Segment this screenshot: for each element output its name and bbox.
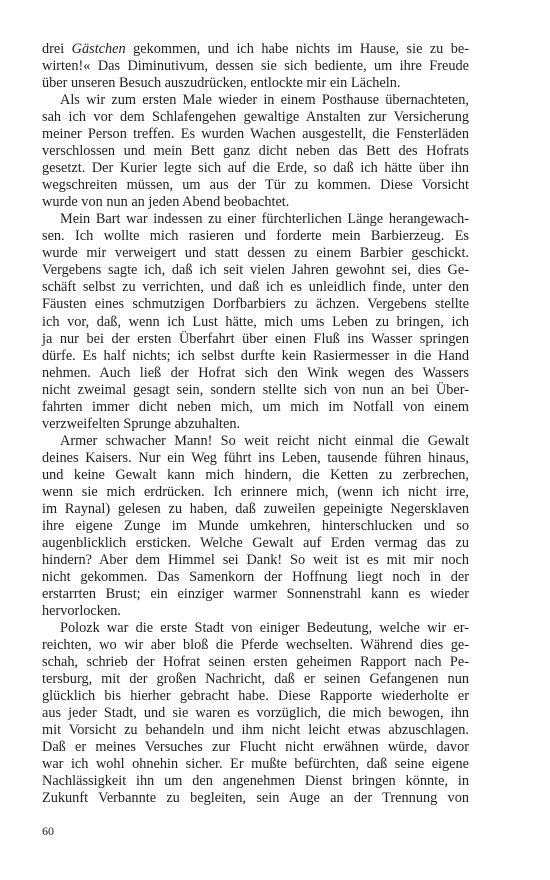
text-line: ja nur bei der ersten Überfahrt über einen Fluß ins Wasser springen [42, 330, 469, 347]
text-line: erstarrten Brust; ein einziger warmer Sonnenstrahl kann es wieder [42, 586, 469, 602]
text-line: nicht gekommen. Das Samenkorn der Hoffnung liegt noch in der [42, 568, 469, 585]
text-line: dürfe. Es half nichts; ich selbst durfte kein Rasiermesser in die Hand [42, 347, 469, 364]
text-line: Mein Bart war indessen zu einer fürchterlichen Länge herangewach- [60, 211, 469, 228]
body-text [42, 41, 469, 807]
text-line: wenn sie mich erdrücken. Ich erinnere mich, (wenn ich nicht irre, [42, 483, 469, 500]
text-line: nehmen. Auch ließ der Hofrat sich den Wink wegen des Wassers [42, 364, 469, 381]
text-line: wurde mir verweigert und statt dessen zu einem Barbier geschickt. [42, 245, 469, 262]
text-line: im Raynal) gelesen zu haben, daß zuweilen gepeinigte Negersklaven [42, 500, 469, 517]
text-line: Fäusten eines schmutzigen Dorfbarbiers zu ächzen. Vergebens stellte [42, 296, 469, 313]
text-line: war ich wohl ohnehin sicher. Er mußte befürchten, daß seine eigene [42, 756, 469, 773]
page-number: 60 [42, 824, 54, 838]
text-line: Armer schwacher Mann! So weit reicht nicht einmal die Gewalt [60, 432, 469, 449]
paragraph [42, 92, 469, 211]
text-line: und keine Gewalt kann mich hindern, die Ketten zu zerbrechen, [42, 466, 469, 483]
text-line: ich vor, daß, wenn ich Lust hätte, mich ums Leben zu bringen, ich [42, 313, 469, 330]
text-line: aus jeder Stadt, und sie waren es vorzüglich, die mich bewogen, ihn [42, 705, 469, 722]
text-line: Nachlässigkeit ihn um den angenehmen Dienst bringen könnte, in [42, 773, 469, 790]
text-line: verschlossen und mein Bett ganz dicht neben das Bett des Hofrats [42, 143, 469, 160]
text-line: Daß er meines Versuches zur Flucht nicht erwähnen würde, davor [42, 739, 469, 756]
paragraph [42, 433, 469, 620]
text-line: sah ich vor dem Schlafengehen gewaltige Anstalten zur Versicherung [42, 109, 469, 126]
text-line: ihre eigene Zunge im Munde umkehren, hinterschlucken und so [42, 517, 469, 534]
text-line: deines Kaisers. Nur ein Weg führt ins Leben, tausende führen hinaus, [42, 449, 469, 466]
text-line: wurde von nun an jeden Abend beobachtet. [42, 194, 290, 211]
text-line: tersburg, mit der großen Nachricht, daß er seinen Gefangenen nun [42, 671, 469, 688]
paragraph [42, 620, 469, 807]
paragraph [42, 41, 469, 92]
text-line: gesetzt. Der Kurier legte sich auf die Erde, so daß ich hätte über ihn [42, 160, 469, 177]
text-line: Vergebens sagte ich, daß ich seit vielen Jahren gewohnt sei, dies Ge- [42, 262, 469, 279]
text-line: wegschreiten müssen, um aus der Tür zu kommen. Diese Vorsicht [42, 177, 469, 194]
text-line: schah, schrieb der Hofrat seinen ersten geheimen Rapport nach Pe- [42, 654, 469, 671]
text-line: nicht zweimal gesagt sein, sondern stellte sich von nun an bei Über- [42, 381, 469, 398]
text-line: drei Gästchen gekommen, und ich habe nichts im Hause, sie zu be- [42, 41, 469, 57]
text-line: Als wir zum ersten Male wieder in einem Posthause übernachteten, [60, 92, 469, 109]
text-line: fahrten immer dicht neben mich, um mich im Notfall von einem [42, 398, 469, 415]
text-line: augenblicklich ersticken. Welche Gewalt auf Erden vermag das zu [42, 534, 469, 551]
text-line: verzweifelten Sprunge abzuhalten. [42, 415, 241, 432]
text-line: wirten!« Das Diminutivum, dessen sie sich bediente, um ihre Freude [42, 58, 469, 75]
text-line: schäft selbst zu verrichten, und daß ich es unleidlich finde, unter den [42, 279, 469, 296]
text-line: hindern? Aber dem Himmel sei Dank! So weit ist es mit mir noch [42, 551, 469, 568]
text-line: mit Vorsicht zu behandeln und ihm nicht leicht etwas abzuschlagen. [42, 722, 469, 739]
text-line: reichten, wo wir aber bloß die Pferde wechselten. Während dies ge- [42, 637, 469, 654]
paragraph [42, 211, 469, 432]
text-line: hervorlocken. [42, 603, 121, 620]
text-line: Polozk war die erste Stadt von einiger Bedeutung, welche wir er- [60, 620, 469, 637]
text-line: über unseren Besuch auszudrücken, entlockte mir ein Lächeln. [42, 75, 401, 92]
text-line: sen. Ich wollte mich rasieren und forderte mein Barbierzeug. Es [42, 228, 469, 245]
text-line: Zukunft Verbannte zu begleiten, sein Auge an der Trennung von [42, 790, 469, 807]
text-line: glücklich bis hierher gebracht habe. Diese Rapporte wiederholte er [42, 688, 469, 705]
text-line: meiner Person treffen. Es wurden Wachen ausgestellt, die Fensterläden [42, 126, 469, 143]
